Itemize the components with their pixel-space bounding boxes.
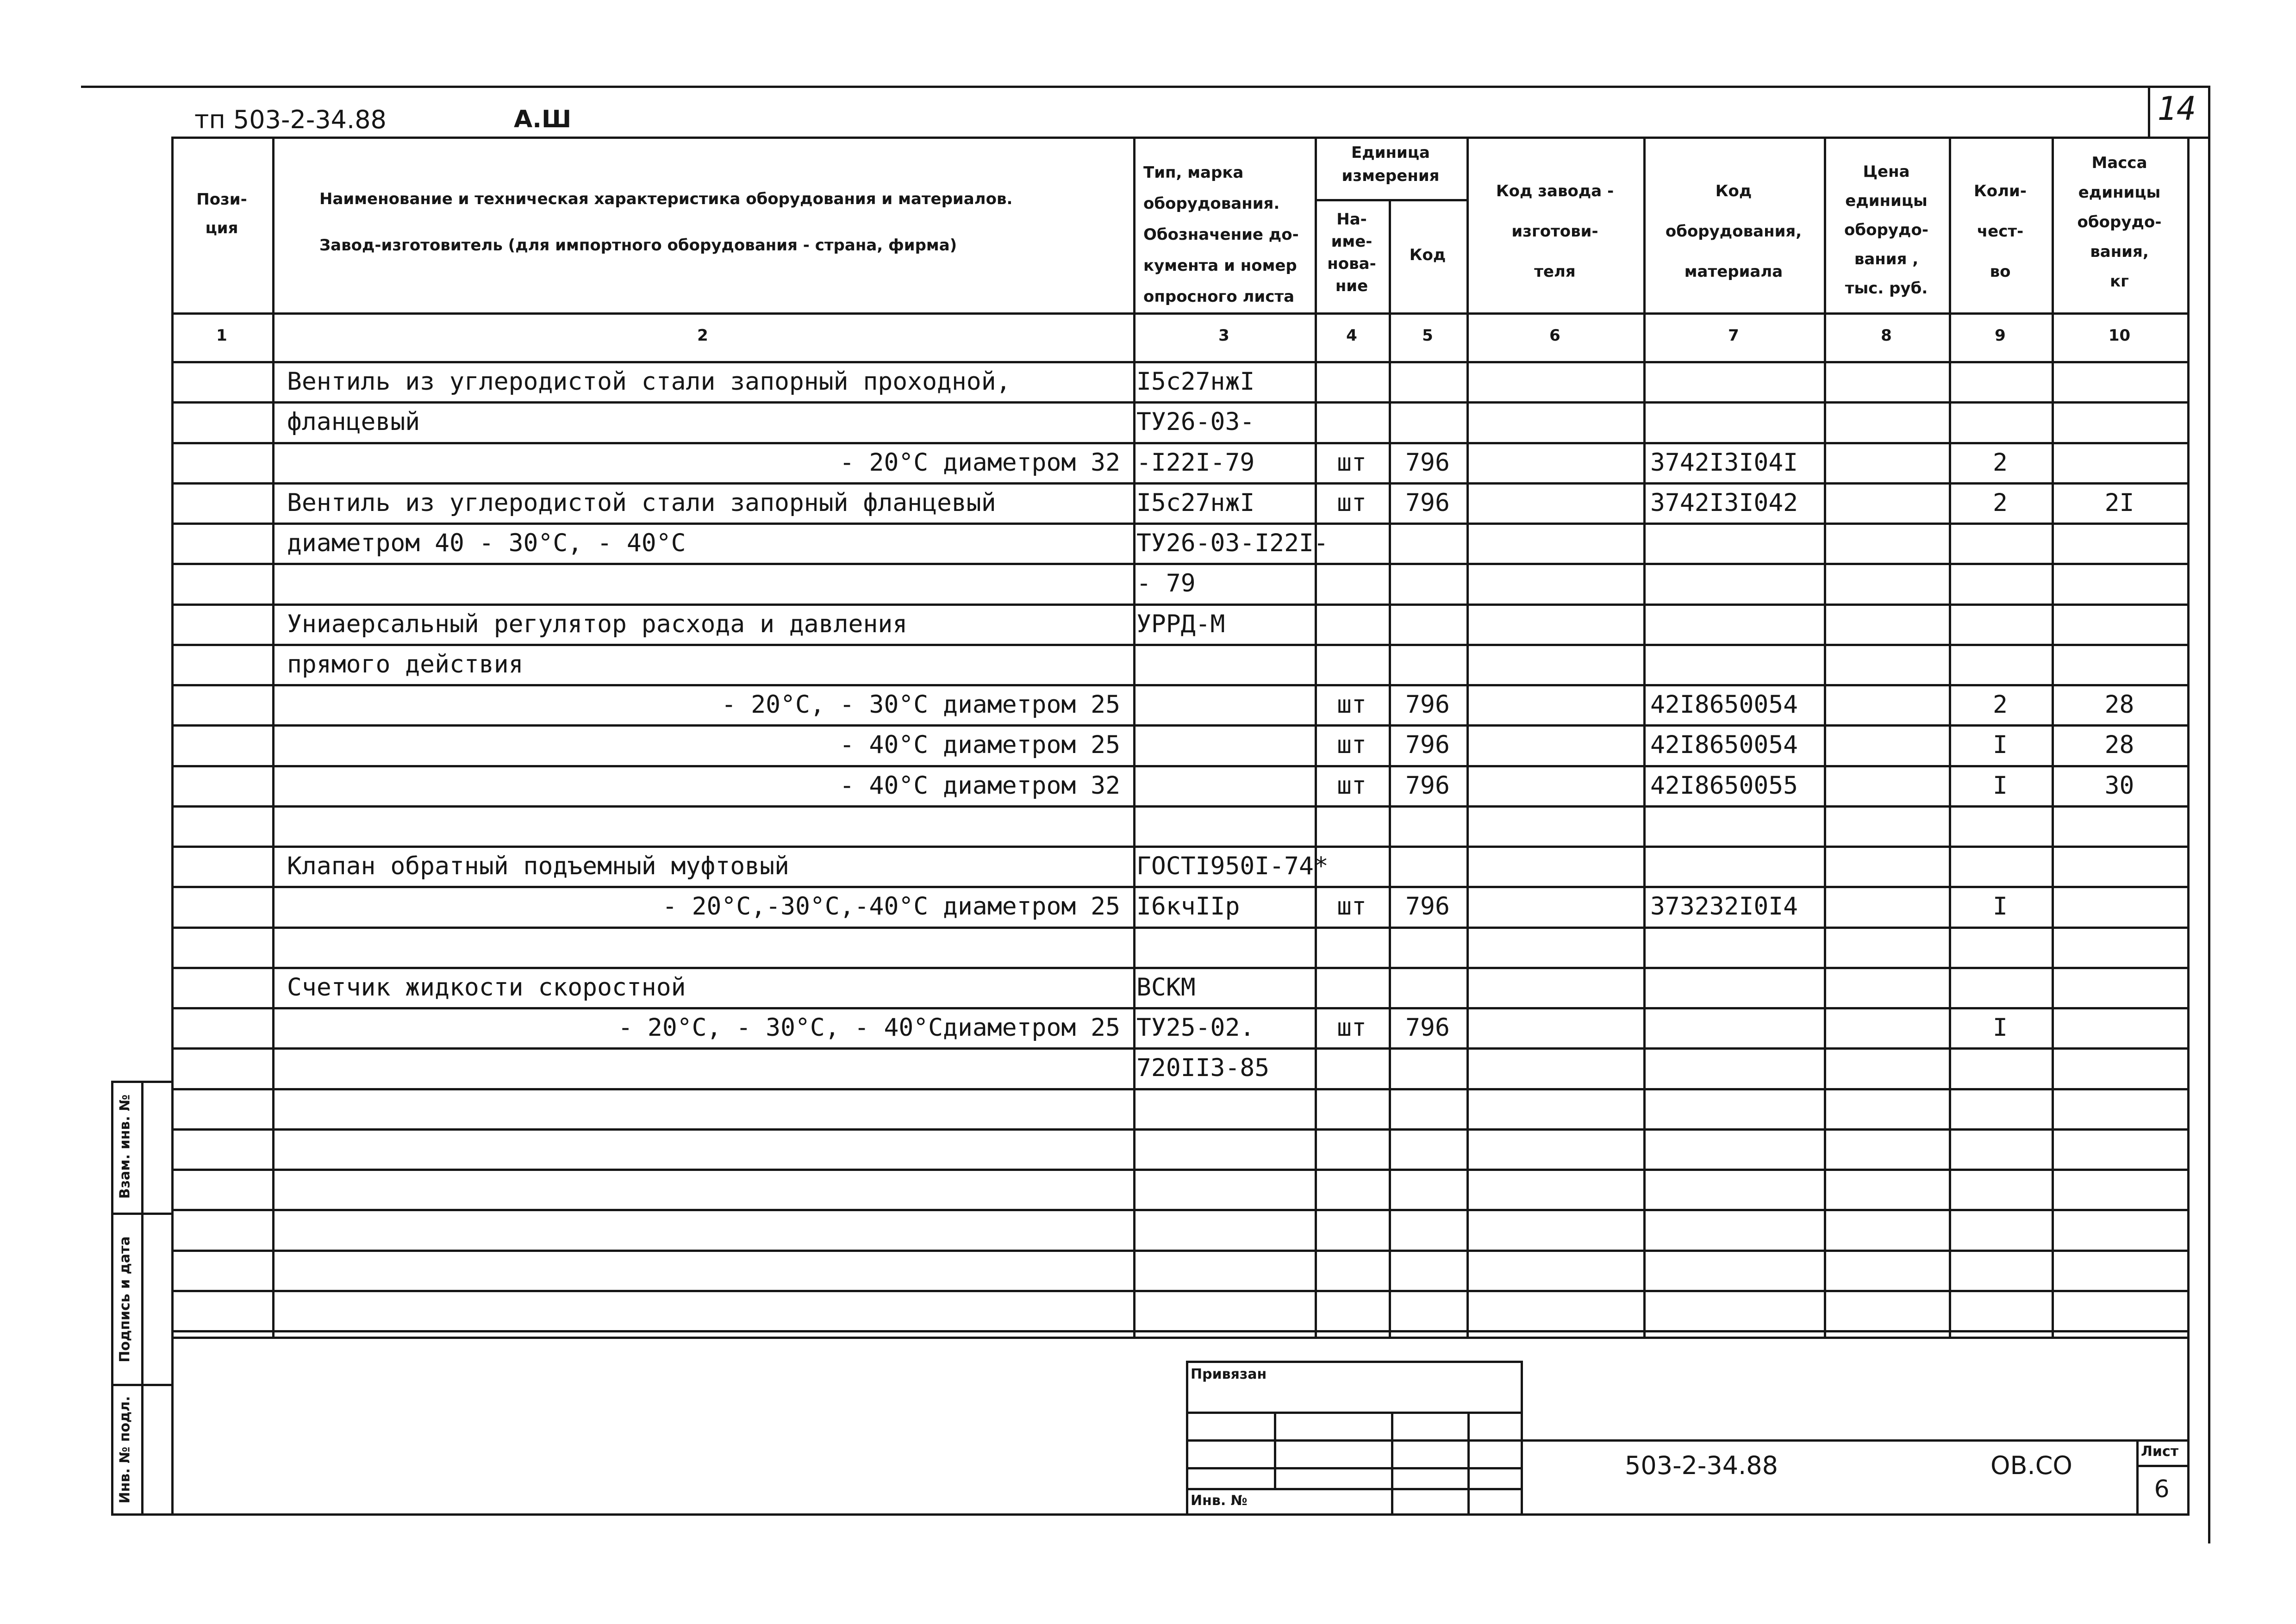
stamp-top-line	[171, 1337, 2187, 1339]
corner-box-left	[2148, 86, 2150, 137]
frame-bottom	[111, 1513, 2190, 1516]
cell-type: ТУ26-03-	[1136, 408, 1255, 436]
colnum: 2	[697, 326, 708, 345]
row-line	[171, 442, 2187, 444]
header-mass: Масса единицы оборудо- вания, кг	[2077, 154, 2162, 291]
cell-code: 796	[1405, 448, 1450, 477]
cell-type: ВСКМ	[1136, 973, 1196, 1002]
cell-type: I5с27нжI	[1136, 489, 1255, 517]
doc-mark: ОВ.СО	[1990, 1451, 2072, 1480]
cell-equip: 42I8650055	[1650, 772, 1798, 800]
cell-name: Вентиль из углеродистой стали запорный фланцевый	[287, 489, 996, 517]
sheet-label: Лист	[2141, 1444, 2179, 1460]
colnum: 6	[1549, 326, 1560, 345]
header-type: Тип, марка оборудования. Обозначение до- кумента и номер опросного листа	[1143, 163, 1299, 306]
row-line	[171, 523, 2187, 525]
header-unit-name: На- име- нова- ние	[1327, 210, 1376, 295]
project-code: тп 503-2-34.88	[194, 105, 387, 134]
cell-name: - 40°С диаметром 32	[839, 772, 1120, 800]
cell-name: - 20°С диаметром 32	[839, 448, 1120, 477]
cell-unit: шт	[1337, 1014, 1366, 1042]
row-line	[171, 765, 2187, 767]
cell-unit: шт	[1337, 772, 1366, 800]
header-unit-group: Единица измерения	[1341, 143, 1440, 185]
cell-unit: шт	[1337, 448, 1366, 477]
privyazan-line	[1186, 1467, 1521, 1469]
cell-name: прямого действия	[287, 650, 524, 678]
col-line	[272, 137, 275, 1337]
row-line	[171, 967, 2187, 969]
cell-type: УРРД-М	[1136, 610, 1225, 638]
colnum: 7	[1728, 326, 1739, 345]
row-line	[171, 644, 2187, 646]
header-name: Наименование и техническая характеристика оборудования и материалов. Завод-изготовитель (для импортного оборудования - страна, фирма)	[319, 190, 1013, 255]
row-line	[171, 1250, 2187, 1252]
cell-name: Счетчик жидкости скоростной	[287, 973, 686, 1002]
row-line	[171, 563, 2187, 565]
colnum: 8	[1881, 326, 1892, 345]
header-bottom-line	[171, 312, 2187, 315]
cell-name: Униаерсальный регулятор расхода и давления	[287, 610, 908, 638]
cell-mass: 28	[2104, 731, 2134, 759]
cell-name: - 40°С диаметром 25	[839, 731, 1120, 759]
inv-podl-label: Инв. № подл.	[117, 1396, 133, 1504]
row-line	[171, 846, 2187, 848]
cell-name: фланцевый	[287, 408, 420, 436]
cell-mass: 28	[2104, 691, 2134, 719]
cell-mass: 2I	[2104, 489, 2134, 517]
side-stamp-divider	[111, 1384, 171, 1386]
side-stamp-left	[111, 1081, 113, 1513]
row-line	[171, 482, 2187, 485]
cell-type: 720II3-85	[1136, 1054, 1270, 1082]
colnum-bottom-line	[171, 361, 2187, 363]
cell-qty: I	[1993, 892, 2008, 921]
header-equipment-code: Код оборудования, материала	[1665, 182, 1802, 281]
row-line	[171, 1007, 2187, 1009]
doc-code: 503-2-34.88	[1625, 1451, 1778, 1480]
sheetbox-mid	[2136, 1465, 2187, 1467]
cell-type: I6кчIIр	[1136, 892, 1240, 921]
cell-type: ТУ26-03-I22I-	[1136, 529, 1329, 557]
cell-equip: 373232I0I4	[1650, 892, 1798, 921]
row-line	[171, 1209, 2187, 1211]
privyazan-line	[1186, 1439, 1521, 1442]
cell-name: - 20°С, - 30°С диаметром 25	[721, 691, 1120, 719]
cell-code: 796	[1405, 1014, 1450, 1042]
cell-type: I5с27нжI	[1136, 367, 1255, 396]
cell-equip: 42I8650054	[1650, 691, 1798, 719]
row-line	[171, 684, 2187, 686]
privyazan-inner	[1391, 1412, 1393, 1513]
sheetbox-left	[2136, 1439, 2139, 1513]
cell-code: 796	[1405, 892, 1450, 921]
cell-qty: 2	[1993, 448, 2008, 477]
col-line	[1824, 137, 1826, 1337]
header-price: Цена единицы оборудо- вания , тыс. руб.	[1844, 162, 1928, 298]
row-line	[171, 1088, 2187, 1090]
cell-name: - 20°С,-30°С,-40°С диаметром 25	[662, 892, 1120, 921]
cell-equip: 3742I3I04I	[1650, 448, 1798, 477]
cell-code: 796	[1405, 489, 1450, 517]
colnum: 9	[1995, 326, 2006, 345]
cell-mass: 30	[2104, 772, 2134, 800]
colnum: 10	[2108, 326, 2131, 345]
row-line	[171, 805, 2187, 808]
privyazan-label: Привязан	[1191, 1366, 1267, 1382]
corner-box-right	[2208, 86, 2210, 137]
frame-top	[171, 137, 2208, 139]
row-line	[171, 886, 2187, 888]
unit-subheader-line	[1315, 199, 1466, 201]
privyazan-top	[1186, 1361, 1521, 1363]
cell-unit: шт	[1337, 892, 1366, 921]
privyazan-left	[1186, 1361, 1188, 1513]
privyazan-line	[1186, 1488, 1521, 1490]
row-line	[171, 1330, 2187, 1332]
cell-unit: шт	[1337, 691, 1366, 719]
privyazan-right	[1521, 1361, 1523, 1513]
row-line	[171, 401, 2187, 404]
cell-code: 796	[1405, 772, 1450, 800]
header-factory-code: Код завода - изготови- теля	[1496, 182, 1614, 281]
header-quantity: Коли- чест- во	[1974, 182, 2027, 281]
cell-qty: I	[1993, 1014, 2008, 1042]
header-position: Пози- ция	[196, 190, 247, 237]
row-line	[171, 1047, 2187, 1050]
cell-qty: I	[1993, 731, 2008, 759]
cell-unit: шт	[1337, 489, 1366, 517]
cell-code: 796	[1405, 731, 1450, 759]
row-line	[171, 927, 2187, 929]
cell-unit: шт	[1337, 731, 1366, 759]
cell-name: Вентиль из углеродистой стали запорный проходной,	[287, 367, 1011, 396]
col-line	[1643, 137, 1646, 1337]
colnum: 1	[216, 326, 227, 345]
cell-qty: I	[1993, 772, 2008, 800]
row-line	[171, 724, 2187, 727]
format-label: А.Ш	[514, 106, 572, 133]
cell-type: ТУ25-02.	[1136, 1014, 1255, 1042]
vzam-inv-label: Взам. инв. №	[117, 1094, 133, 1199]
side-stamp-divider	[111, 1213, 171, 1215]
cell-equip: 3742I3I042	[1650, 489, 1798, 517]
row-line	[171, 1290, 2187, 1292]
cell-name: Клапан обратный подъемный муфтовый	[287, 852, 789, 880]
header-unit-code: Код	[1409, 246, 1446, 264]
row-line	[171, 1169, 2187, 1171]
top-rule	[81, 86, 2208, 88]
docbox-top	[1521, 1439, 2187, 1442]
side-stamp-inner	[141, 1081, 144, 1513]
cell-type: -I22I-79	[1136, 448, 1255, 477]
frame-right	[2187, 137, 2190, 1513]
colnum: 4	[1346, 326, 1357, 345]
col-line	[1466, 137, 1469, 1337]
colnum: 5	[1422, 326, 1433, 345]
cell-qty: 2	[1993, 489, 2008, 517]
cell-name: диаметром 40 - 30°С, - 40°С	[287, 529, 686, 557]
cell-code: 796	[1405, 691, 1450, 719]
handwritten-sheet-number: 14	[2157, 90, 2196, 128]
col-line	[1133, 137, 1136, 1337]
row-line	[171, 1128, 2187, 1131]
cell-qty: 2	[1993, 691, 2008, 719]
frame-right-outer	[2208, 137, 2210, 1543]
cell-name: - 20°С, - 30°С, - 40°Сдиаметром 25	[618, 1014, 1120, 1042]
privyazan-inner	[1274, 1412, 1276, 1488]
cell-equip: 42I8650054	[1650, 731, 1798, 759]
privyazan-line	[1186, 1412, 1521, 1414]
sheet-number: 6	[2154, 1475, 2170, 1503]
inv-no-label: Инв. №	[1191, 1493, 1248, 1509]
podpis-label: Подпись и дата	[117, 1236, 133, 1363]
row-line	[171, 604, 2187, 606]
privyazan-inner	[1467, 1412, 1470, 1513]
col-line	[1389, 199, 1391, 1337]
cell-type: ГОСТI950I-74*	[1136, 852, 1329, 880]
cell-type: - 79	[1136, 569, 1196, 597]
colnum: 3	[1218, 326, 1229, 345]
